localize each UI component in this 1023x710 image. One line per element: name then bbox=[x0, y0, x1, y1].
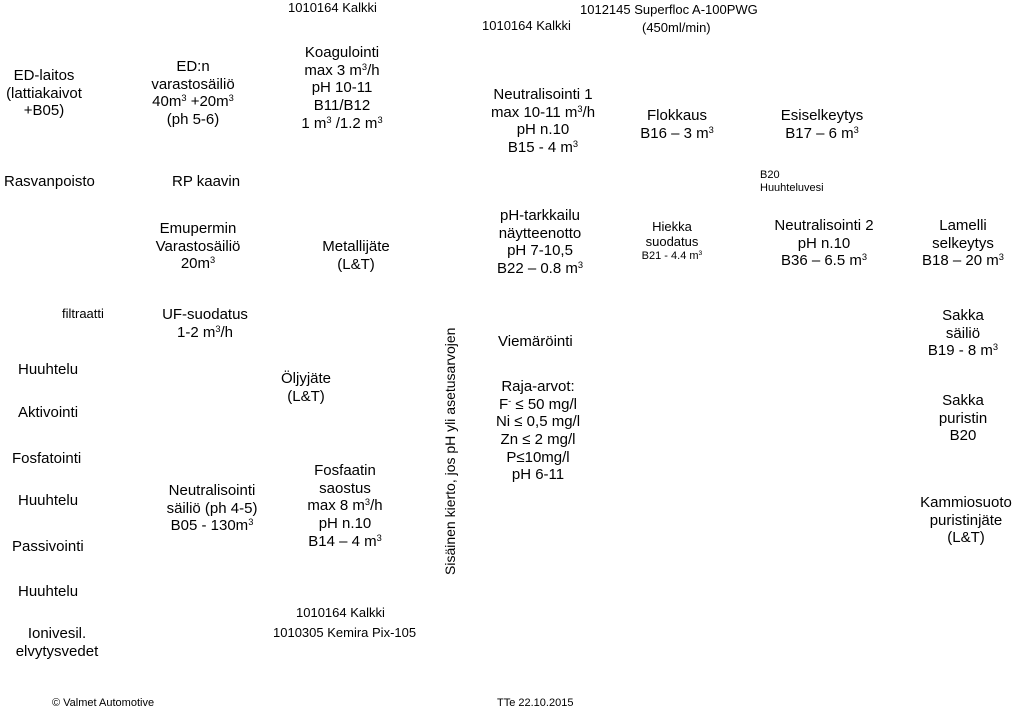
uf-suodatus-node: UF-suodatus 1-2 $m^3/h$ bbox=[162, 306, 248, 341]
footer-copyright: © Valmet Automotive bbox=[52, 697, 155, 709]
neutralisointi-1-node: Neutralisointi 1 max 10-11 $m^3/h$ pH n.10 B15 - 4 $m^3$ bbox=[490, 86, 596, 157]
hiekka-suodatus-node: Hiekka suodatus B21 - 4.4 $m^3$ bbox=[641, 219, 703, 262]
rasvanpoisto-node: Rasvanpoisto bbox=[4, 173, 95, 190]
superfloc-rate-label: (450ml/min) bbox=[642, 20, 711, 35]
oljyjate-node: Öljyjäte (L&T) bbox=[280, 370, 332, 405]
viemarointi-node: Viemäröinti bbox=[498, 333, 573, 350]
huuhtelu-node-3: Huuhtelu bbox=[18, 583, 79, 600]
ed-laitos-node: ED-laitos (lattiakaivot +B05) bbox=[6, 67, 82, 120]
sakka-puristin-node: Sakka puristin B20 bbox=[938, 392, 988, 445]
flokkaus-node: Flokkaus B16 – 3 $m^3$ bbox=[640, 107, 714, 142]
top-kalkki-label-a: 1010164 Kalkki bbox=[288, 0, 377, 15]
filtraatti-label: filtraatti bbox=[62, 306, 104, 321]
sakka-sailio-node: Sakka säiliö B19 - 8 $m^3$ bbox=[927, 307, 999, 360]
ph-tarkkailu-node: pH-tarkkailu näytteenotto pH 7-10,5 B22 – 0.8 $m^3$ bbox=[496, 207, 584, 278]
metallijate-node: Metallijäte (L&T) bbox=[322, 238, 390, 273]
huuhtelu-node-1: Huuhtelu bbox=[18, 361, 79, 378]
aktivointi-node: Aktivointi bbox=[18, 404, 79, 421]
bottom-kalkki-label: 1010164 Kalkki bbox=[296, 605, 385, 620]
esiselkeytys-node: Esiselkeytys B17 – 6 $m^3$ bbox=[780, 107, 864, 142]
b20-huuhteluvesi-label: B20 Huuhteluvesi bbox=[760, 169, 824, 194]
fosfaatin-saostus-node: Fosfaatin saostus max 8 $m^3/h$ pH n.10 B14 – 4 $m^3$ bbox=[307, 462, 383, 550]
neutralisointi-2-node: Neutralisointi 2 pH n.10 B36 – 6.5 $m^3$ bbox=[774, 217, 874, 270]
koagulointi-node: Koagulointi max 3 $m^3/h$ pH 10-11 B11/B12 1 $m^3$ /1.2 $m^3$ bbox=[301, 44, 383, 132]
ionivesil-node: Ionivesil. elvytysvedet bbox=[15, 625, 99, 660]
footer-date: TTe 22.10.2015 bbox=[497, 697, 574, 709]
emupermin-tank-node: Emupermin Varastosäiliö $20m^3$ bbox=[155, 220, 241, 273]
passivointi-node: Passivointi bbox=[12, 538, 84, 555]
top-kalkki-label-b: 1010164 Kalkki bbox=[482, 18, 571, 33]
raja-arvot-node: Raja-arvot: F- ≤ 50 mg/l Ni ≤ 0,5 mg/l Zn ≤ 2 mg/l P≤10mg/l pH 6-11 bbox=[495, 378, 581, 484]
fosfatointi-node: Fosfatointi bbox=[12, 450, 82, 467]
neutralisointi-tank-node: Neutralisointi säiliö (ph 4-5) $B05 - 130m^3$ bbox=[166, 482, 258, 535]
kammiosuoto-node: Kammiosuoto puristinjäte (L&T) bbox=[920, 494, 1012, 547]
internal-circulation-label: Sisäinen kierto, jos pH yli asetusarvojen bbox=[442, 327, 458, 575]
bottom-kemira-label: 1010305 Kemira Pix-105 bbox=[273, 625, 417, 640]
superfloc-label: 1012145 Superfloc A-100PWG bbox=[580, 2, 758, 17]
huuhtelu-node-2: Huuhtelu bbox=[18, 492, 79, 509]
ed-storage-tank-node: ED:n varastosäiliö $40m^3 +20m^3$ (ph 5-6) bbox=[151, 58, 235, 129]
rp-kaavin-node: RP kaavin bbox=[172, 173, 241, 190]
lamelli-selkeytys-node: Lamelli selkeytys B18 – 20 $m^3$ bbox=[922, 217, 1004, 270]
